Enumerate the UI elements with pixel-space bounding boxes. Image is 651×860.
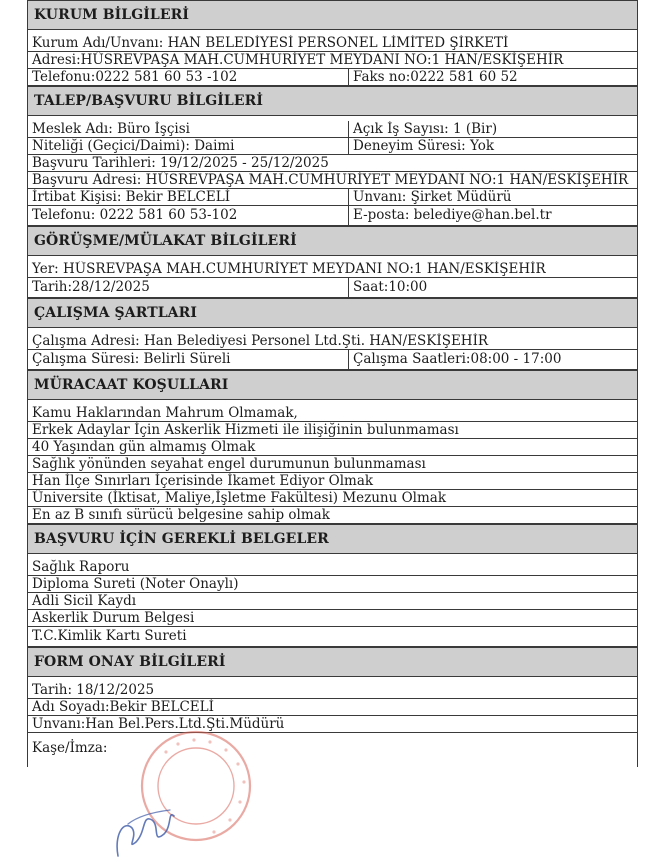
gorusme-yer: Yer: HÜSREVPAŞA MAH.CUMHURİYET MEYDANI NO:1 HAN/ESKİŞEHİR — [32, 261, 546, 277]
gorusme-zaman-row — [28, 278, 637, 298]
muracaat-item: Kamu Haklarından Mahrum Olmamak, — [32, 405, 298, 421]
talep-meslek-row — [28, 121, 637, 138]
list-item — [28, 610, 637, 627]
muracaat-item: Han İlçe Sınırları İçerisinde İkamet Ediyor Olmak — [32, 473, 374, 489]
onay-unvan-row — [28, 716, 637, 733]
signature-stroke — [128, 810, 170, 824]
section-onay-header: FORM ONAY BİLGİLERİ — [28, 647, 637, 677]
muracaat-item: Erkek Adaylar İçin Askerlik Hizmeti ile ilişiğinin bulunmaması — [32, 422, 459, 438]
list-item — [28, 507, 637, 524]
section-gorusme-header: GÖRÜŞME/MÜLAKAT BİLGİLERİ — [28, 226, 637, 256]
calisma-suresi: Çalışma Süresi: Belirli Süreli — [28, 350, 349, 369]
muracaat-item: Sağlık yönünden seyahat engel durumunun bulunmaması — [32, 456, 426, 472]
muracaat-item: En az B sınıfı sürücü belgesine sahip olmak — [32, 507, 330, 523]
talep-irtibat-row — [28, 189, 637, 206]
list-item — [28, 490, 637, 507]
calisma-adresi: Çalışma Adresi: Han Belediyesi Personel Ltd.Şti. HAN/ESKİŞEHİR — [32, 333, 489, 349]
deneyim-suresi: Deneyim Süresi: Yok — [353, 138, 495, 154]
onay-tarih: Tarih: 18/12/2025 — [32, 682, 155, 698]
talep-adres-row — [28, 172, 637, 189]
acik-is-sayisi: Açık İş Sayısı: 1 (Bir) — [353, 121, 498, 137]
talep-telefon: Telefonu: 0222 581 60 53-102 — [28, 206, 349, 225]
section-muracaat-header: MÜRACAAT KOŞULLARI — [28, 370, 637, 400]
talep-tarih-row — [28, 155, 637, 172]
list-item — [28, 593, 637, 610]
list-item — [28, 576, 637, 593]
basvuru-adresi: Başvuru Adresi: HÜSREVPAŞA MAH.CUMHURİYET MEYDANI NO:1 HAN/ESKİŞEHİR — [32, 172, 629, 188]
belge-item: T.C.Kimlik Kartı Sureti — [32, 628, 187, 644]
talep-iletisim-row — [28, 206, 637, 226]
gorusme-tarih: Tarih:28/12/2025 — [28, 278, 349, 297]
section-calisma-header: ÇALIŞMA ŞARTLARI — [28, 298, 637, 328]
signature — [117, 815, 174, 856]
onay-tarih-row — [28, 682, 637, 699]
irtibat-unvan: Unvanı: Şirket Müdürü — [353, 189, 512, 205]
kurum-adres-row — [28, 52, 637, 69]
list-item — [28, 627, 637, 647]
irtibat-kisisi: İrtibat Kişisi: Bekir BELCELİ — [28, 189, 349, 205]
kurum-adi: Kurum Adı/Unvanı: HAN BELEDİYESİ PERSONEL LİMİTED ŞİRKETİ — [32, 35, 509, 51]
niteligi: Niteliği (Geçici/Daimi): Daimi — [28, 138, 349, 154]
job-posting-form — [27, 0, 638, 767]
calisma-adres-row — [28, 333, 637, 350]
gorusme-yer-row — [28, 261, 637, 278]
meslek-adi: Meslek Adı: Büro İşçisi — [28, 121, 349, 137]
calisma-saatleri: Çalışma Saatleri:08:00 - 17:00 — [353, 351, 562, 367]
kurum-faks: Faks no:0222 581 60 52 — [353, 69, 518, 85]
onay-unvan: Unvanı:Han Bel.Pers.Ltd.Şti.Müdürü — [32, 716, 285, 732]
talep-eposta: E-posta: belediye@han.bel.tr — [353, 207, 552, 223]
onay-kase-row — [28, 733, 637, 767]
section-talep-header: TALEP/BAŞVURU BİLGİLERİ — [28, 86, 637, 116]
basvuru-tarihleri: Başvuru Tarihleri: 19/12/2025 - 25/12/2025 — [32, 155, 329, 171]
calisma-sure-row — [28, 350, 637, 370]
talep-nitelik-row — [28, 138, 637, 155]
kurum-telefon: Telefonu:0222 581 60 53 -102 — [28, 69, 349, 85]
list-item — [28, 473, 637, 490]
kurum-iletisim-row — [28, 69, 637, 86]
muracaat-item: Üniversite (İktisat, Maliye,İşletme Fakültesi) Mezunu Olmak — [32, 490, 447, 506]
list-item — [28, 439, 637, 456]
kurum-adres: Adresi:HÜSREVPAŞA MAH.CUMHURİYET MEYDANI NO:1 HAN/ESKİŞEHİR — [32, 52, 564, 68]
list-item — [28, 456, 637, 473]
list-item — [28, 405, 637, 422]
list-item — [28, 559, 637, 576]
belge-item: Diploma Sureti (Noter Onaylı) — [32, 576, 239, 592]
belge-item: Askerlik Durum Belgesi — [32, 610, 195, 626]
belge-item: Sağlık Raporu — [32, 559, 130, 575]
list-item — [28, 422, 637, 439]
onay-adsoyad-row — [28, 699, 637, 716]
section-kurum-header: KURUM BİLGİLERİ — [28, 0, 637, 30]
section-belgeler-header: BAŞVURU İÇİN GEREKLİ BELGELER — [28, 524, 637, 554]
belge-item: Adli Sicil Kaydı — [32, 593, 137, 609]
gorusme-saat: Saat:10:00 — [353, 279, 428, 295]
kase-imza-label: Kaşe/İmza: — [32, 740, 108, 756]
onay-adsoyad: Adı Soyadı:Bekir BELCELİ — [32, 699, 214, 715]
kurum-adi-row — [28, 35, 637, 52]
muracaat-item: 40 Yaşından gün almamış Olmak — [32, 439, 256, 455]
